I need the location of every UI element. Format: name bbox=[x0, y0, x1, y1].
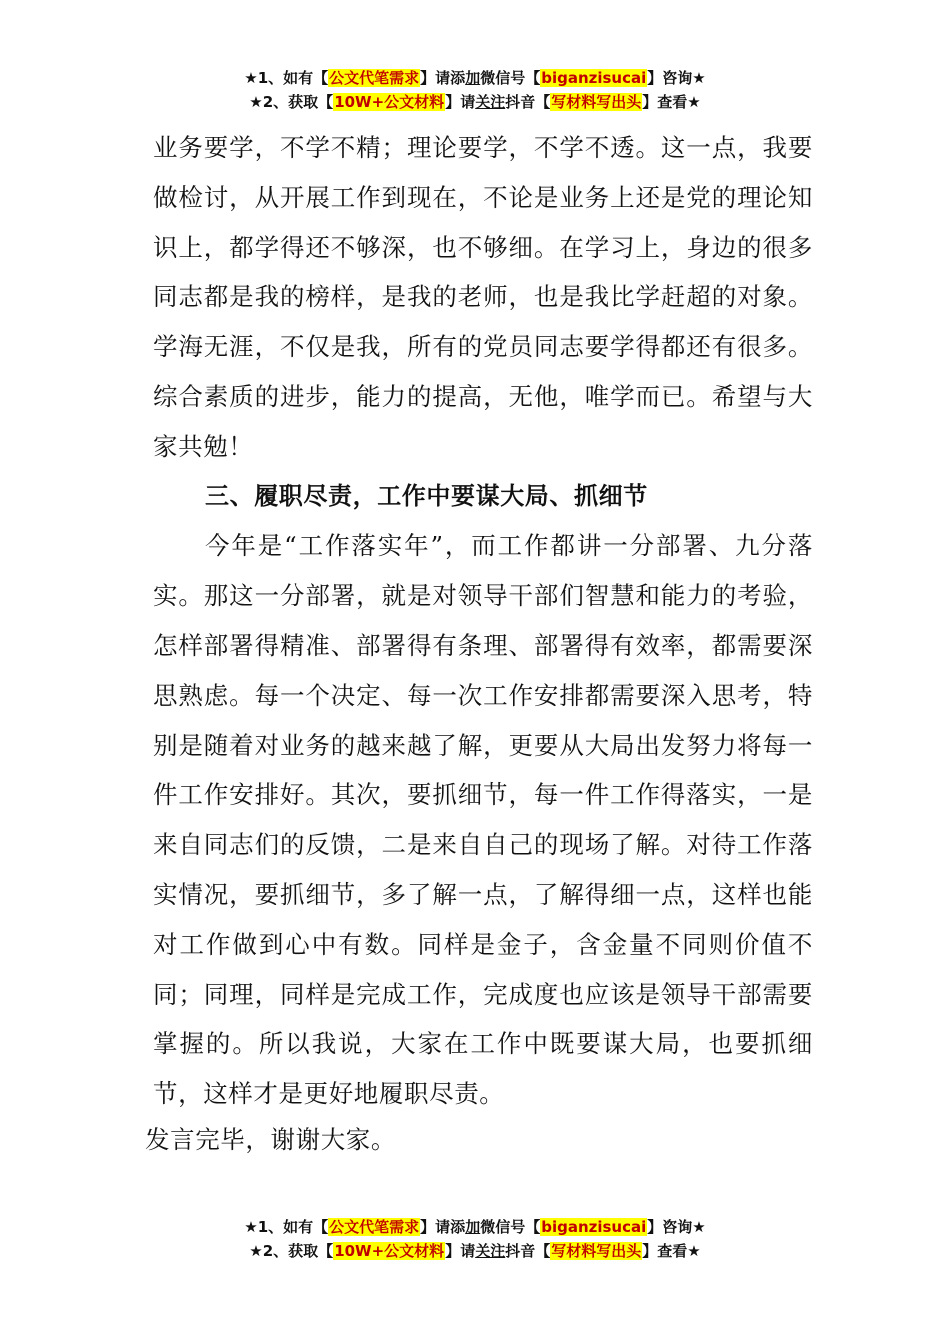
banner-line-1 bbox=[0, 67, 950, 91]
banner-text: 】查看★ bbox=[642, 1242, 701, 1260]
banner-text: ★1、如有【 bbox=[244, 1218, 329, 1236]
banner-text: 】查看★ bbox=[642, 93, 701, 111]
banner-text: 抖音【 bbox=[505, 1242, 551, 1260]
section-heading-3: 三、履职尽责，工作中要谋大局、抓细节 bbox=[205, 481, 648, 510]
banner-underlined-text: 关注 bbox=[475, 93, 506, 111]
banner-text: ★2、获取【 bbox=[249, 1242, 334, 1260]
banner-text: 】咨询★ bbox=[647, 1218, 706, 1236]
banner-text: 微信号【 bbox=[480, 69, 541, 87]
banner-line-2 bbox=[0, 1240, 950, 1264]
highlight-ghostwriting: 公文代笔需求 bbox=[329, 69, 420, 87]
banner-underlined-text: 加 bbox=[465, 1218, 481, 1236]
paragraph-duties: 今年是“工作落实年”，而工作都讲一分部署、九分落实。那这一分部署，就是对领导干部们智慧和能力的考验，怎样部署得精准、部署得有条理、部署得有效率，都需要深思熟虑。每一个决定、每一次工作安排都需要深入思考，特别是随着对业务的越来越了解，更要从大局出发努力将每一件工作安排好。其次，要抓细节，每一件工作得落实，一是来自同志们的反馈，二是来自自己的现场了解。对待工作落实情况，要抓细节，多了解一点，了解得细一点，这样也能对工作做到心中有数。同样是金子，含金量不同则价值不同；同理，同样是完成工作，完成度也应该是领导干部需要掌握的。所以我说，大家在工作中既要谋大局，也要抓细节，这样才是更好地履职尽责。 bbox=[153, 531, 813, 1109]
highlight-materials: 10W+公文材料 bbox=[334, 1242, 445, 1260]
highlight-wechat-id: biganzisucai bbox=[541, 1218, 647, 1236]
banner-text: 】请添 bbox=[420, 69, 466, 87]
header-banner bbox=[0, 67, 950, 115]
paragraph-study: 业务要学，不学不精；理论要学，不学不透。这一点，我要做检讨，从开展工作到现在，不论是业务上还是党的理论知识上，都学得还不够深，也不够细。在学习上，身边的很多同志都是我的榜样，是我的老师，也是我比学赶超的对象。学海无涯，不仅是我，所有的党员同志要学得都还有很多。综合素质的进步，能力的提高，无他，唯学而已。希望与大家共勉！ bbox=[153, 133, 813, 461]
banner-text: 抖音【 bbox=[505, 93, 551, 111]
banner-text: ★1、如有【 bbox=[244, 69, 329, 87]
banner-text: 】咨询★ bbox=[647, 69, 706, 87]
highlight-douyin-account: 写材料写出头 bbox=[551, 1242, 642, 1260]
highlight-materials: 10W+公文材料 bbox=[334, 93, 445, 111]
highlight-wechat-id: biganzisucai bbox=[541, 69, 647, 87]
closing-remark: 发言完毕，谢谢大家。 bbox=[145, 1125, 396, 1154]
banner-line-1 bbox=[0, 1216, 950, 1240]
banner-text: 微信号【 bbox=[480, 1218, 541, 1236]
document-body bbox=[153, 123, 813, 1119]
highlight-douyin-account: 写材料写出头 bbox=[551, 93, 642, 111]
banner-text: 】请 bbox=[445, 93, 476, 111]
banner-line-2 bbox=[0, 91, 950, 115]
banner-text: 】请添 bbox=[420, 1218, 466, 1236]
banner-underlined-text: 加 bbox=[465, 69, 481, 87]
banner-underlined-text: 关注 bbox=[475, 1242, 506, 1260]
highlight-ghostwriting: 公文代笔需求 bbox=[329, 1218, 420, 1236]
footer-banner bbox=[0, 1216, 950, 1264]
banner-text: ★2、获取【 bbox=[249, 93, 334, 111]
banner-text: 】请 bbox=[445, 1242, 476, 1260]
